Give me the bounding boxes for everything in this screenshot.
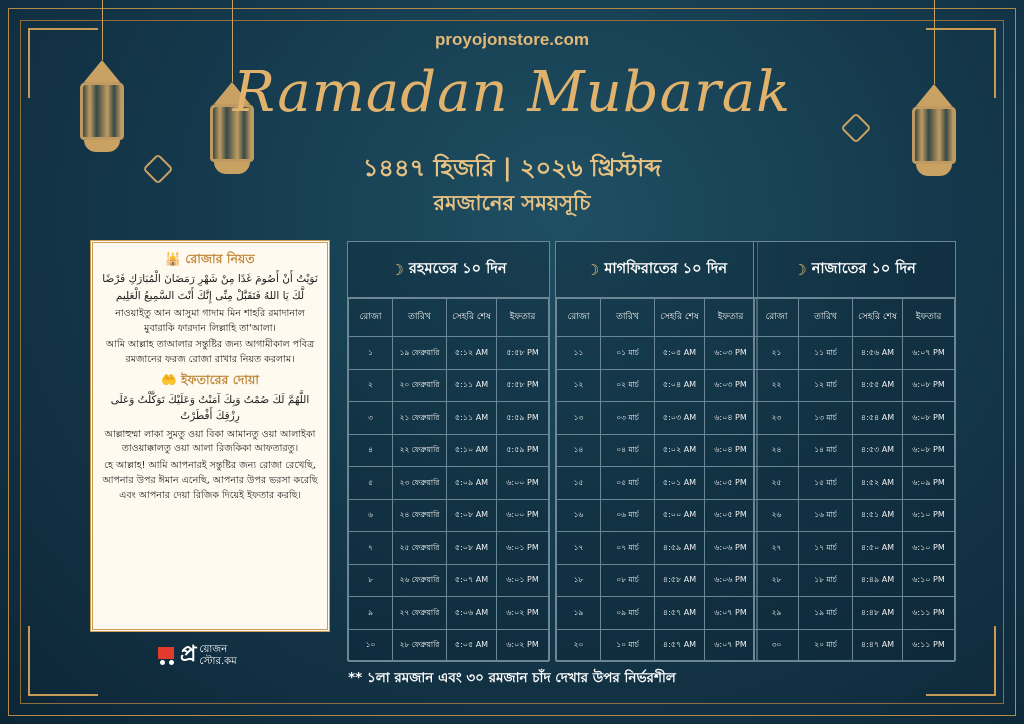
roza-niyat-meaning: আমি আল্লাহ তাআলার সন্তুষ্টির জন্য আগামীকাল পবিত্র রমজানের ফরজ রোজা রাখার নিয়ত করলাম। bbox=[105, 339, 315, 366]
col-header-roza: রোজা bbox=[755, 299, 799, 337]
cell-sehri: ৪:৫৬ AM bbox=[853, 337, 903, 370]
cell-iftar: ৬:০৮ PM bbox=[903, 369, 955, 402]
year-subtitle: ১৪৪৭ হিজরি | ২০২৬ খ্রিস্টাব্দ bbox=[362, 154, 662, 182]
cell-iftar: ৬:০২ PM bbox=[497, 597, 549, 630]
col-header-date: তারিখ bbox=[393, 299, 447, 337]
cell-iftar: ৬:০৩ PM bbox=[705, 369, 757, 402]
crescent-moon-icon: ☽ bbox=[390, 260, 404, 279]
cell-sehri: ৪:৫৮ AM bbox=[655, 564, 705, 597]
cell-roza: ১২ bbox=[557, 369, 601, 402]
table-row bbox=[349, 499, 549, 532]
table-row bbox=[755, 629, 955, 662]
cell-sehri: ৫:০৯ AM bbox=[447, 467, 497, 500]
cell-sehri: ৫:০৬ AM bbox=[447, 597, 497, 630]
cell-date: ২০ ফেব্রুয়ারি bbox=[393, 369, 447, 402]
roza-niyat-heading: 🕌 রোজার নিয়ত bbox=[165, 251, 255, 266]
cell-date: ২৬ ফেব্রুয়ারি bbox=[393, 564, 447, 597]
cell-date: ২৮ ফেব্রুয়ারি bbox=[393, 629, 447, 662]
table-row bbox=[755, 499, 955, 532]
cell-iftar: ৬:১১ PM bbox=[903, 629, 955, 662]
table-row bbox=[557, 337, 757, 370]
cell-sehri: ৪:৪৮ AM bbox=[853, 597, 903, 630]
cell-roza: ৩০ bbox=[755, 629, 799, 662]
table-header-row bbox=[557, 299, 757, 337]
cell-iftar: ৬:০৭ PM bbox=[705, 597, 757, 630]
cell-date: ০৪ মার্চ bbox=[601, 434, 655, 467]
cell-roza: ২ bbox=[349, 369, 393, 402]
table-row bbox=[349, 402, 549, 435]
cell-sehri: ৫:১১ AM bbox=[447, 369, 497, 402]
page-title: Ramadan Mubarak bbox=[232, 60, 792, 125]
panel-title bbox=[348, 242, 549, 298]
cell-iftar: ৫:৫৮ PM bbox=[497, 369, 549, 402]
iftar-dua-heading: 🤲 ইফতারের দোয়া bbox=[161, 371, 259, 387]
cell-sehri: ৫:০৮ AM bbox=[447, 532, 497, 565]
table-row bbox=[557, 532, 757, 565]
cell-sehri: ৫:০৮ AM bbox=[447, 499, 497, 532]
cell-sehri: ৫:০৪ AM bbox=[655, 369, 705, 402]
cell-date: ১১ মার্চ bbox=[799, 337, 853, 370]
cell-iftar: ৬:১১ PM bbox=[903, 597, 955, 630]
cell-iftar: ৬:০৩ PM bbox=[705, 337, 757, 370]
cell-roza: ১৫ bbox=[557, 467, 601, 500]
cell-iftar: ৬:০১ PM bbox=[497, 564, 549, 597]
cell-sehri: ৪:৪৯ AM bbox=[853, 564, 903, 597]
cell-sehri: ৪:৫৩ AM bbox=[853, 434, 903, 467]
cell-sehri: ৫:০২ AM bbox=[655, 434, 705, 467]
table-row bbox=[349, 597, 549, 630]
site-url: proyojonstore.com bbox=[435, 30, 589, 49]
table-header-row bbox=[755, 299, 955, 337]
cell-date: ২৩ ফেব্রুয়ারি bbox=[393, 467, 447, 500]
col-header-sehri: সেহরি শেষ bbox=[447, 299, 497, 337]
panel-title-text: রহমতের ১০ দিন bbox=[408, 260, 507, 277]
cell-date: ১৯ ফেব্রুয়ারি bbox=[393, 337, 447, 370]
cell-date: ০২ মার্চ bbox=[601, 369, 655, 402]
table-row bbox=[557, 499, 757, 532]
crescent-moon-icon: ☽ bbox=[793, 260, 807, 279]
cell-roza: ১ bbox=[349, 337, 393, 370]
cell-roza: ২৬ bbox=[755, 499, 799, 532]
table-row bbox=[557, 564, 757, 597]
cell-sehri: ৪:৫৭ AM bbox=[655, 629, 705, 662]
cell-sehri: ৫:০৫ AM bbox=[447, 629, 497, 662]
cell-date: ০৮ মার্চ bbox=[601, 564, 655, 597]
cell-iftar: ৬:০৫ PM bbox=[705, 499, 757, 532]
table-row bbox=[755, 434, 955, 467]
cell-roza: ৯ bbox=[349, 597, 393, 630]
cell-roza: ২৫ bbox=[755, 467, 799, 500]
roza-niyat-arabic: نَوَيْتُ أَنْ أَصُومَ غَدًا مِنْ شَهْرِ رَمَضَانَ الْمُبَارَكِ فَرْضًا لَّكَ يَا اللهُ فَتَقَبَّلْ مِنِّى إِنَّكَ أَنْتَ السَّمِيعُ الْعَلِيم bbox=[102, 273, 318, 302]
cell-iftar: ৬:১০ PM bbox=[903, 564, 955, 597]
cell-roza: ২০ bbox=[557, 629, 601, 662]
table-row bbox=[349, 434, 549, 467]
cell-sehri: ৪:৫৭ AM bbox=[655, 597, 705, 630]
crescent-moon-icon: ☽ bbox=[585, 260, 600, 279]
schedule-table bbox=[348, 298, 549, 662]
cell-sehri: ৪:৪৭ AM bbox=[853, 629, 903, 662]
cell-date: ১৫ মার্চ bbox=[799, 467, 853, 500]
cell-iftar: ৬:০৭ PM bbox=[903, 337, 955, 370]
cell-date: ১০ মার্চ bbox=[601, 629, 655, 662]
cell-iftar: ৬:০৪ PM bbox=[705, 434, 757, 467]
cell-date: ২২ ফেব্রুয়ারি bbox=[393, 434, 447, 467]
cell-date: ২১ ফেব্রুয়ারি bbox=[393, 402, 447, 435]
cell-iftar: ৬:০২ PM bbox=[497, 629, 549, 662]
cell-sehri: ৫:১২ AM bbox=[447, 337, 497, 370]
panel-title bbox=[754, 242, 955, 298]
table-row bbox=[755, 564, 955, 597]
cell-date: ২০ মার্চ bbox=[799, 629, 853, 662]
iftar-dua-transliteration: আল্লাহুম্মা লাকা সুমতু ওয়া বিকা আমানতু ওয়া আলাইকা তাওয়াক্কালতু ওয়া আলা রিজকিকা আফতারতু। bbox=[104, 428, 316, 455]
panel-title bbox=[556, 242, 757, 298]
table-row bbox=[349, 532, 549, 565]
cell-iftar: ৬:০৯ PM bbox=[903, 467, 955, 500]
cell-date: ১৯ মার্চ bbox=[799, 597, 853, 630]
cell-roza: ১৯ bbox=[557, 597, 601, 630]
logo-line-2: স্টোর.কম bbox=[199, 655, 237, 667]
cell-iftar: ৬:১০ PM bbox=[903, 532, 955, 565]
cell-iftar: ৬:১০ PM bbox=[903, 499, 955, 532]
cell-iftar: ৬:০১ PM bbox=[497, 532, 549, 565]
col-header-iftar: ইফতার bbox=[705, 299, 757, 337]
cell-sehri: ৫:০৩ AM bbox=[655, 402, 705, 435]
cell-date: ১৮ মার্চ bbox=[799, 564, 853, 597]
table-row bbox=[755, 337, 955, 370]
cell-iftar: ৬:০৫ PM bbox=[705, 467, 757, 500]
schedule-subtitle: রমজানের সময়সূচি bbox=[433, 191, 591, 215]
cell-roza: ২৩ bbox=[755, 402, 799, 435]
cell-sehri: ৫:০১ AM bbox=[655, 467, 705, 500]
table-row bbox=[349, 629, 549, 662]
cell-roza: ৩ bbox=[349, 402, 393, 435]
schedule-panel-rahmat bbox=[347, 241, 550, 661]
col-header-sehri: সেহরি শেষ bbox=[655, 299, 705, 337]
cell-roza: ৫ bbox=[349, 467, 393, 500]
cell-date: ০৬ মার্চ bbox=[601, 499, 655, 532]
cell-sehri: ৫:০৭ AM bbox=[447, 564, 497, 597]
table-row bbox=[755, 532, 955, 565]
cell-roza: ২৭ bbox=[755, 532, 799, 565]
niyat-card bbox=[90, 240, 330, 632]
cell-roza: ১১ bbox=[557, 337, 601, 370]
table-row bbox=[349, 564, 549, 597]
cell-date: ০১ মার্চ bbox=[601, 337, 655, 370]
cell-sehri: ৪:৫০ AM bbox=[853, 532, 903, 565]
cell-roza: ৮ bbox=[349, 564, 393, 597]
roza-niyat-transliteration: নাওয়াইতু আন আসুমা গাদাম মিন শাহরি রমাদানাল মুবারাকি ফারদান লিল্লাহি তা'আলা। bbox=[115, 307, 305, 334]
col-header-roza: রোজা bbox=[349, 299, 393, 337]
cell-sehri: ৫:১১ AM bbox=[447, 402, 497, 435]
cell-date: ১৭ মার্চ bbox=[799, 532, 853, 565]
schedule-panel-najat bbox=[753, 241, 956, 661]
cell-roza: ৪ bbox=[349, 434, 393, 467]
cell-date: ২৭ ফেব্রুয়ারি bbox=[393, 597, 447, 630]
cell-roza: ২৯ bbox=[755, 597, 799, 630]
cell-roza: ২২ bbox=[755, 369, 799, 402]
cell-iftar: ৬:০৬ PM bbox=[705, 532, 757, 565]
cell-iftar: ৫:৫৮ PM bbox=[497, 337, 549, 370]
panel-title-text: নাজাতের ১০ দিন bbox=[811, 260, 916, 277]
col-header-date: তারিখ bbox=[601, 299, 655, 337]
cell-roza: ৬ bbox=[349, 499, 393, 532]
logo-text bbox=[199, 644, 236, 668]
table-row bbox=[349, 337, 549, 370]
schedule-table bbox=[754, 298, 955, 662]
table-row bbox=[755, 597, 955, 630]
moon-sighting-footnote: ** ১লা রমজান এবং ৩০ রমজান চাঁদ দেখার উপর নির্ভরশীল bbox=[348, 670, 676, 686]
cell-roza: ১৪ bbox=[557, 434, 601, 467]
cell-iftar: ৬:০০ PM bbox=[497, 499, 549, 532]
iftar-dua-arabic: اللَّهُمَّ لَكَ صُمْتُ وَبِكَ آمَنْتُ وَعَلَيْكَ تَوَكَّلْتُ وَعَلَى رِزْقِكَ أَفْطَرْتُ bbox=[110, 394, 310, 423]
cell-iftar: ৬:০৬ PM bbox=[705, 564, 757, 597]
cell-date: ১৪ মার্চ bbox=[799, 434, 853, 467]
table-row bbox=[557, 434, 757, 467]
logo-line-1: য়োজন bbox=[199, 643, 228, 655]
cell-roza: ২৮ bbox=[755, 564, 799, 597]
table-header-row bbox=[349, 299, 549, 337]
cell-date: ১৬ মার্চ bbox=[799, 499, 853, 532]
cell-iftar: ৫:৫৯ PM bbox=[497, 402, 549, 435]
col-header-iftar: ইফতার bbox=[497, 299, 549, 337]
table-row bbox=[557, 467, 757, 500]
cell-iftar: ৬:০০ PM bbox=[497, 467, 549, 500]
table-row bbox=[349, 467, 549, 500]
table-row bbox=[557, 369, 757, 402]
cell-iftar: ৬:০৮ PM bbox=[903, 434, 955, 467]
col-header-sehri: সেহরি শেষ bbox=[853, 299, 903, 337]
cell-sehri: ৪:৫৪ AM bbox=[853, 402, 903, 435]
cell-sehri: ৪:৫২ AM bbox=[853, 467, 903, 500]
table-row bbox=[557, 597, 757, 630]
cell-roza: ১০ bbox=[349, 629, 393, 662]
table-row bbox=[755, 369, 955, 402]
cell-roza: ১৬ bbox=[557, 499, 601, 532]
cell-date: ১৩ মার্চ bbox=[799, 402, 853, 435]
cell-date: ০৫ মার্চ bbox=[601, 467, 655, 500]
logo-mark: প্র bbox=[180, 642, 197, 667]
table-row bbox=[349, 369, 549, 402]
cell-roza: ২১ bbox=[755, 337, 799, 370]
cell-date: ০৯ মার্চ bbox=[601, 597, 655, 630]
cell-sehri: ৪:৫৯ AM bbox=[655, 532, 705, 565]
cell-date: ০৭ মার্চ bbox=[601, 532, 655, 565]
cell-roza: ১৭ bbox=[557, 532, 601, 565]
panel-title-text: মাগফিরাতের ১০ দিন bbox=[604, 260, 728, 277]
cell-sehri: ৪:৫৫ AM bbox=[853, 369, 903, 402]
cell-roza: ১৮ bbox=[557, 564, 601, 597]
col-header-date: তারিখ bbox=[799, 299, 853, 337]
cell-sehri: ৪:৫১ AM bbox=[853, 499, 903, 532]
cell-roza: ২৪ bbox=[755, 434, 799, 467]
cell-date: ২৪ ফেব্রুয়ারি bbox=[393, 499, 447, 532]
cell-date: ১২ মার্চ bbox=[799, 369, 853, 402]
cell-sehri: ৫:১০ AM bbox=[447, 434, 497, 467]
cell-roza: ১৩ bbox=[557, 402, 601, 435]
iftar-dua-meaning: হে আল্লাহ! আমি আপনারই সন্তুষ্টির জন্য রোজা রেখেছি, আপনার উপর ঈমান এনেছি, আপনার উপর ভরসা করেছি এবং আপনার দেয়া রিজিক দিয়েই ইফতার করছি। bbox=[102, 460, 318, 501]
table-row bbox=[755, 467, 955, 500]
cell-iftar: ৬:০৮ PM bbox=[903, 402, 955, 435]
col-header-iftar: ইফতার bbox=[903, 299, 955, 337]
table-row bbox=[557, 629, 757, 662]
col-header-roza: রোজা bbox=[557, 299, 601, 337]
cell-date: ০৩ মার্চ bbox=[601, 402, 655, 435]
schedule-table bbox=[556, 298, 757, 662]
cell-iftar: ৬:০৭ PM bbox=[705, 629, 757, 662]
table-row bbox=[557, 402, 757, 435]
cell-date: ২৫ ফেব্রুয়ারি bbox=[393, 532, 447, 565]
table-row bbox=[755, 402, 955, 435]
cell-sehri: ৫:০৫ AM bbox=[655, 337, 705, 370]
cell-iftar: ৫:৫৯ PM bbox=[497, 434, 549, 467]
shopping-cart-icon bbox=[154, 647, 176, 665]
cell-roza: ৭ bbox=[349, 532, 393, 565]
cell-sehri: ৫:০০ AM bbox=[655, 499, 705, 532]
cell-iftar: ৬:০৪ PM bbox=[705, 402, 757, 435]
schedule-panel-magfirat bbox=[555, 241, 758, 661]
